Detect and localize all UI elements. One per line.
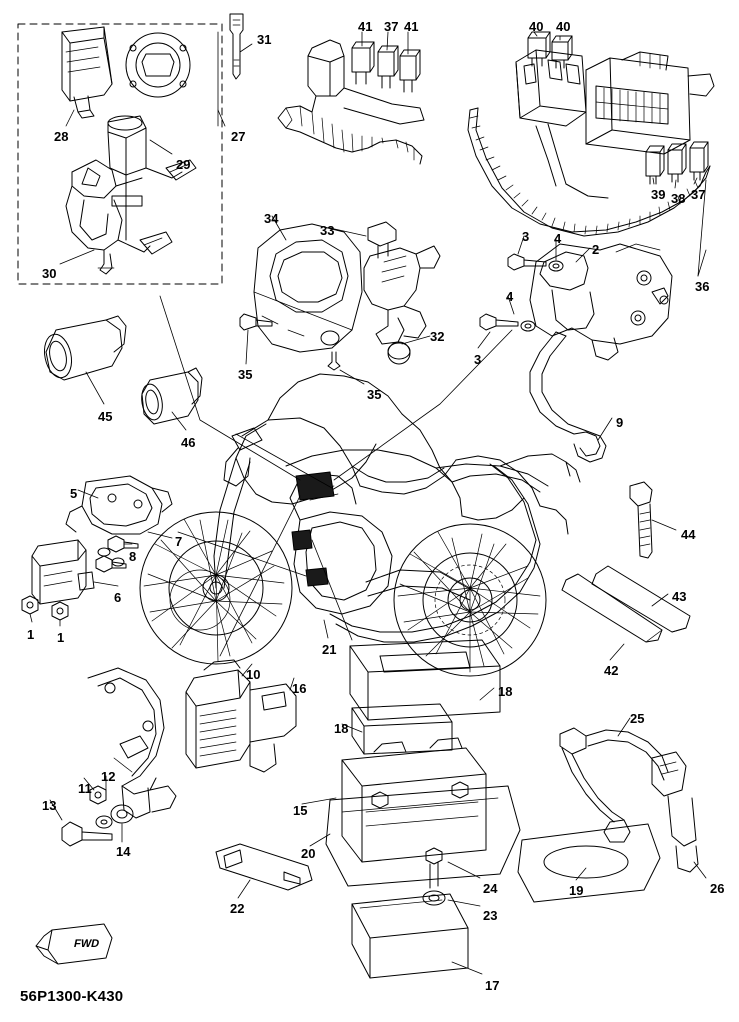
callout-number: 26 (710, 881, 725, 896)
callout-number: 39 (651, 187, 666, 202)
callout-number: 27 (231, 129, 246, 144)
callout-number: 42 (604, 663, 619, 678)
callout-number: 22 (230, 901, 245, 916)
callout-number: 2 (592, 242, 600, 257)
callout-number: 21 (322, 642, 337, 657)
callout-number: 40 (556, 19, 571, 34)
callout-number: 3 (474, 352, 482, 367)
callout-number: 38 (671, 191, 686, 206)
callout-number: 15 (293, 803, 308, 818)
callout-number: 10 (246, 667, 261, 682)
callout-number: 8 (129, 549, 137, 564)
callout-number: 4 (506, 289, 514, 304)
callout-number: 41 (358, 19, 373, 34)
callout-number: 34 (264, 211, 279, 226)
callout-number: 14 (116, 844, 131, 859)
callout-number: 7 (175, 534, 183, 549)
callout-number: 43 (672, 589, 687, 604)
callout-number: 37 (384, 19, 399, 34)
callout-number: 4 (554, 231, 562, 246)
callout-number: 28 (54, 129, 69, 144)
callout-number: 11 (78, 781, 92, 796)
callout-number: 23 (483, 908, 498, 923)
callout-number: 30 (42, 266, 57, 281)
callout-number: 35 (367, 387, 382, 402)
callout-number: 5 (70, 486, 78, 501)
callout-number: 32 (430, 329, 445, 344)
callout-number: 44 (681, 527, 696, 542)
callout-number: 36 (695, 279, 710, 294)
forward-direction-label: FWD (72, 938, 101, 950)
callout-number: 33 (320, 223, 335, 238)
callout-number: 18 (334, 721, 349, 736)
callout-number: 12 (101, 769, 116, 784)
callout-number: 29 (176, 157, 191, 172)
callout-number: 20 (301, 846, 316, 861)
callout-number: 16 (292, 681, 307, 696)
callout-number: 41 (404, 19, 419, 34)
callout-number: 37 (691, 187, 706, 202)
part-code-label: 56P1300-K430 (20, 988, 124, 1005)
callout-number: 9 (616, 415, 624, 430)
callout-number: 25 (630, 711, 645, 726)
callout-number: 17 (485, 978, 500, 993)
callout-number: 6 (114, 590, 122, 605)
callout-number: 19 (569, 883, 584, 898)
callout-number: 31 (257, 32, 272, 47)
callout-number: 24 (483, 881, 498, 896)
callout-number: 45 (98, 409, 113, 424)
callout-number: 3 (522, 229, 530, 244)
callout-number: 35 (238, 367, 253, 382)
callout-number: 46 (181, 435, 196, 450)
callout-number: 13 (42, 798, 57, 813)
callout-number: 1 (57, 630, 65, 645)
callout-number: 18 (498, 684, 513, 699)
callout-number: 1 (27, 627, 35, 642)
callout-number: 40 (529, 19, 544, 34)
